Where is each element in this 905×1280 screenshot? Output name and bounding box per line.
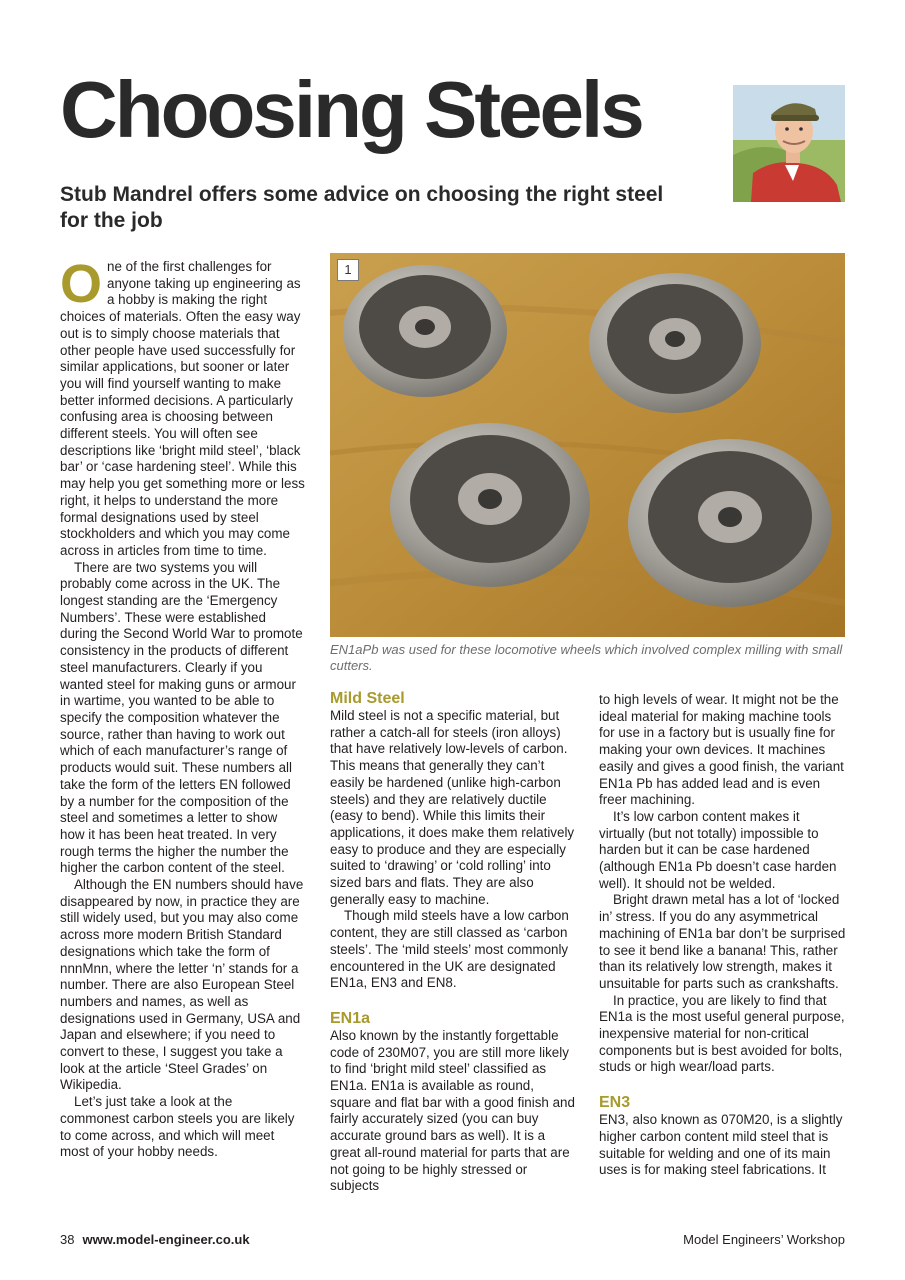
wheel [628, 439, 832, 607]
body-paragraph: Mild steel is not a specific material, but rather a catch-all for steels (iron alloys) that have relatively low-levels of carbon. This means that generally they can’t easily be hardened (unlike high-carbon steels) and they are relatively ductile (easy to bend). While this limits their applications, it does make them relatively easy to produce and they are especially suited to ‘drawing’ or ‘cold rolling’ into sized bars and flats. They are also generally easy to machine. [330, 708, 575, 907]
body-paragraph: Also known by the instantly forgettable code of 230M07, you are still more likely to find ‘bright mild steel’ classified as EN1a. EN1a is available as round, square and flat bar with a good finish and fairly accurately sized (you can buy accurate ground bars as well). It is a great all-round material for parts that are not going to be highly stressed or subjects [330, 1027, 575, 1194]
article-title: Choosing Steels [60, 65, 642, 154]
right-column [599, 692, 847, 1179]
heading-en3: EN3 [599, 1094, 631, 1112]
middle-column [330, 689, 578, 1195]
author-portrait [733, 85, 845, 202]
figure-caption: EN1aPb was used for these locomotive wheels which involved complex milling with small cutters. [330, 642, 843, 673]
heading-en1a: EN1a [330, 1009, 371, 1027]
body-paragraph: Bright drawn metal has a lot of ‘locked in’ stress. If you do any asymmetrical machining of EN1a bar don’t be surprised to see it bend like a banana! This, rather than its relatively low strength, makes it unsuitable for parts such as crankshafts. [599, 892, 846, 991]
intro-first-text: ne of the first challenges for anyone taking up engineering as a hobby is making the right choices of materials. Often the easy way out is to simply choose materials that other people have used successfully for similar applications, but sooner or later you will find yourself wanting to make better informed decisions. A particularly confusing area is choosing between different steels. You will often see descriptions like ‘bright mild steel’, ‘black bar’ or ‘case hardening steel’. While this may help you get something more or less right, it helps to understand the more formal designations used by steel stockholders and which you may come across in articles from time to time. [60, 259, 305, 558]
body-paragraph: Although the EN numbers should have disappeared by now, in practice they are still widely used, but you may also come across more modern British Standard designations which take the form of nnnMnn, where the letter ‘n’ stands for a number. There are also European Steel numbers and names, as well as designations used in Germany, USA and Japan and elsewhere; if you need to convert to these, I suggest you take a look at the article ‘Steel Grades’ on Wikipedia. [60, 877, 304, 1093]
body-paragraph: to high levels of wear. It might not be the ideal material for making machine tools for use in a factory but is usually fine for making your own devices. It machines easily and gives a good finish, the variant EN1a Pb has added lead and is even freer machining. [599, 692, 844, 808]
intro-first-paragraph [60, 254, 305, 560]
website-link[interactable]: www.model-engineer.co.uk [82, 1232, 250, 1247]
article-subtitle: Stub Mandrel offers some advice on choosing the right steel for the job [60, 183, 664, 232]
body-paragraph: There are two systems you will probably come across in the UK. The longest standing are the ‘Emergency Numbers’. These were established during the Second World War to promote consistency in the products of different steel manufacturers. Clearly if you wanted steel for making guns or armour in wartime, you wanted to be able to specify the composition whatever the source, rather than having to work out which of each manufacturer’s range of products would suit. These numbers all take the form of the letters EN followed by a number for the composition of the steel and sometimes a letter to show how it has been heat treated. In very rough terms the higher the number the higher the carbon content of the steel. [60, 559, 303, 876]
wheels-photo [330, 253, 845, 637]
body-paragraph: It’s low carbon content makes it virtually (but not totally) impossible to harden but it can be case hardened (although EN1a Pb doesn’t case harden well). It should not be welded. [599, 808, 837, 891]
wheel [390, 423, 590, 587]
body-paragraph: In practice, you are likely to find that EN1a is the most useful general purpose, inexpensive material for non-critical components but is best avoided for bolts, studs or high wear/load parts. [599, 992, 845, 1075]
body-paragraph: Though mild steels have a low carbon content, they are still classed as ‘carbon steels’. The ‘mild steels’ most commonly encountered in the UK are designated EN1a, EN3 and EN8. [330, 908, 569, 991]
figure-number-badge: 1 [337, 259, 359, 281]
footer-left [60, 1232, 250, 1247]
wheel [589, 273, 761, 413]
intro-column [60, 254, 305, 1161]
body-paragraph: Let’s just take a look at the commonest carbon steels you are likely to come across, and which will meet most of your hobby needs. [60, 1094, 295, 1160]
body-paragraph: EN3, also known as 070M20, is a slightly higher carbon content mild steel that is suitable for welding and one of its main uses is for making steel fabrications. It [599, 1112, 843, 1178]
page-number: 38 [60, 1232, 75, 1247]
wheel [343, 265, 507, 397]
drop-cap: O [60, 254, 103, 314]
magazine-name: Model Engineers’ Workshop [683, 1232, 845, 1247]
heading-mild-steel: Mild Steel [330, 690, 405, 707]
